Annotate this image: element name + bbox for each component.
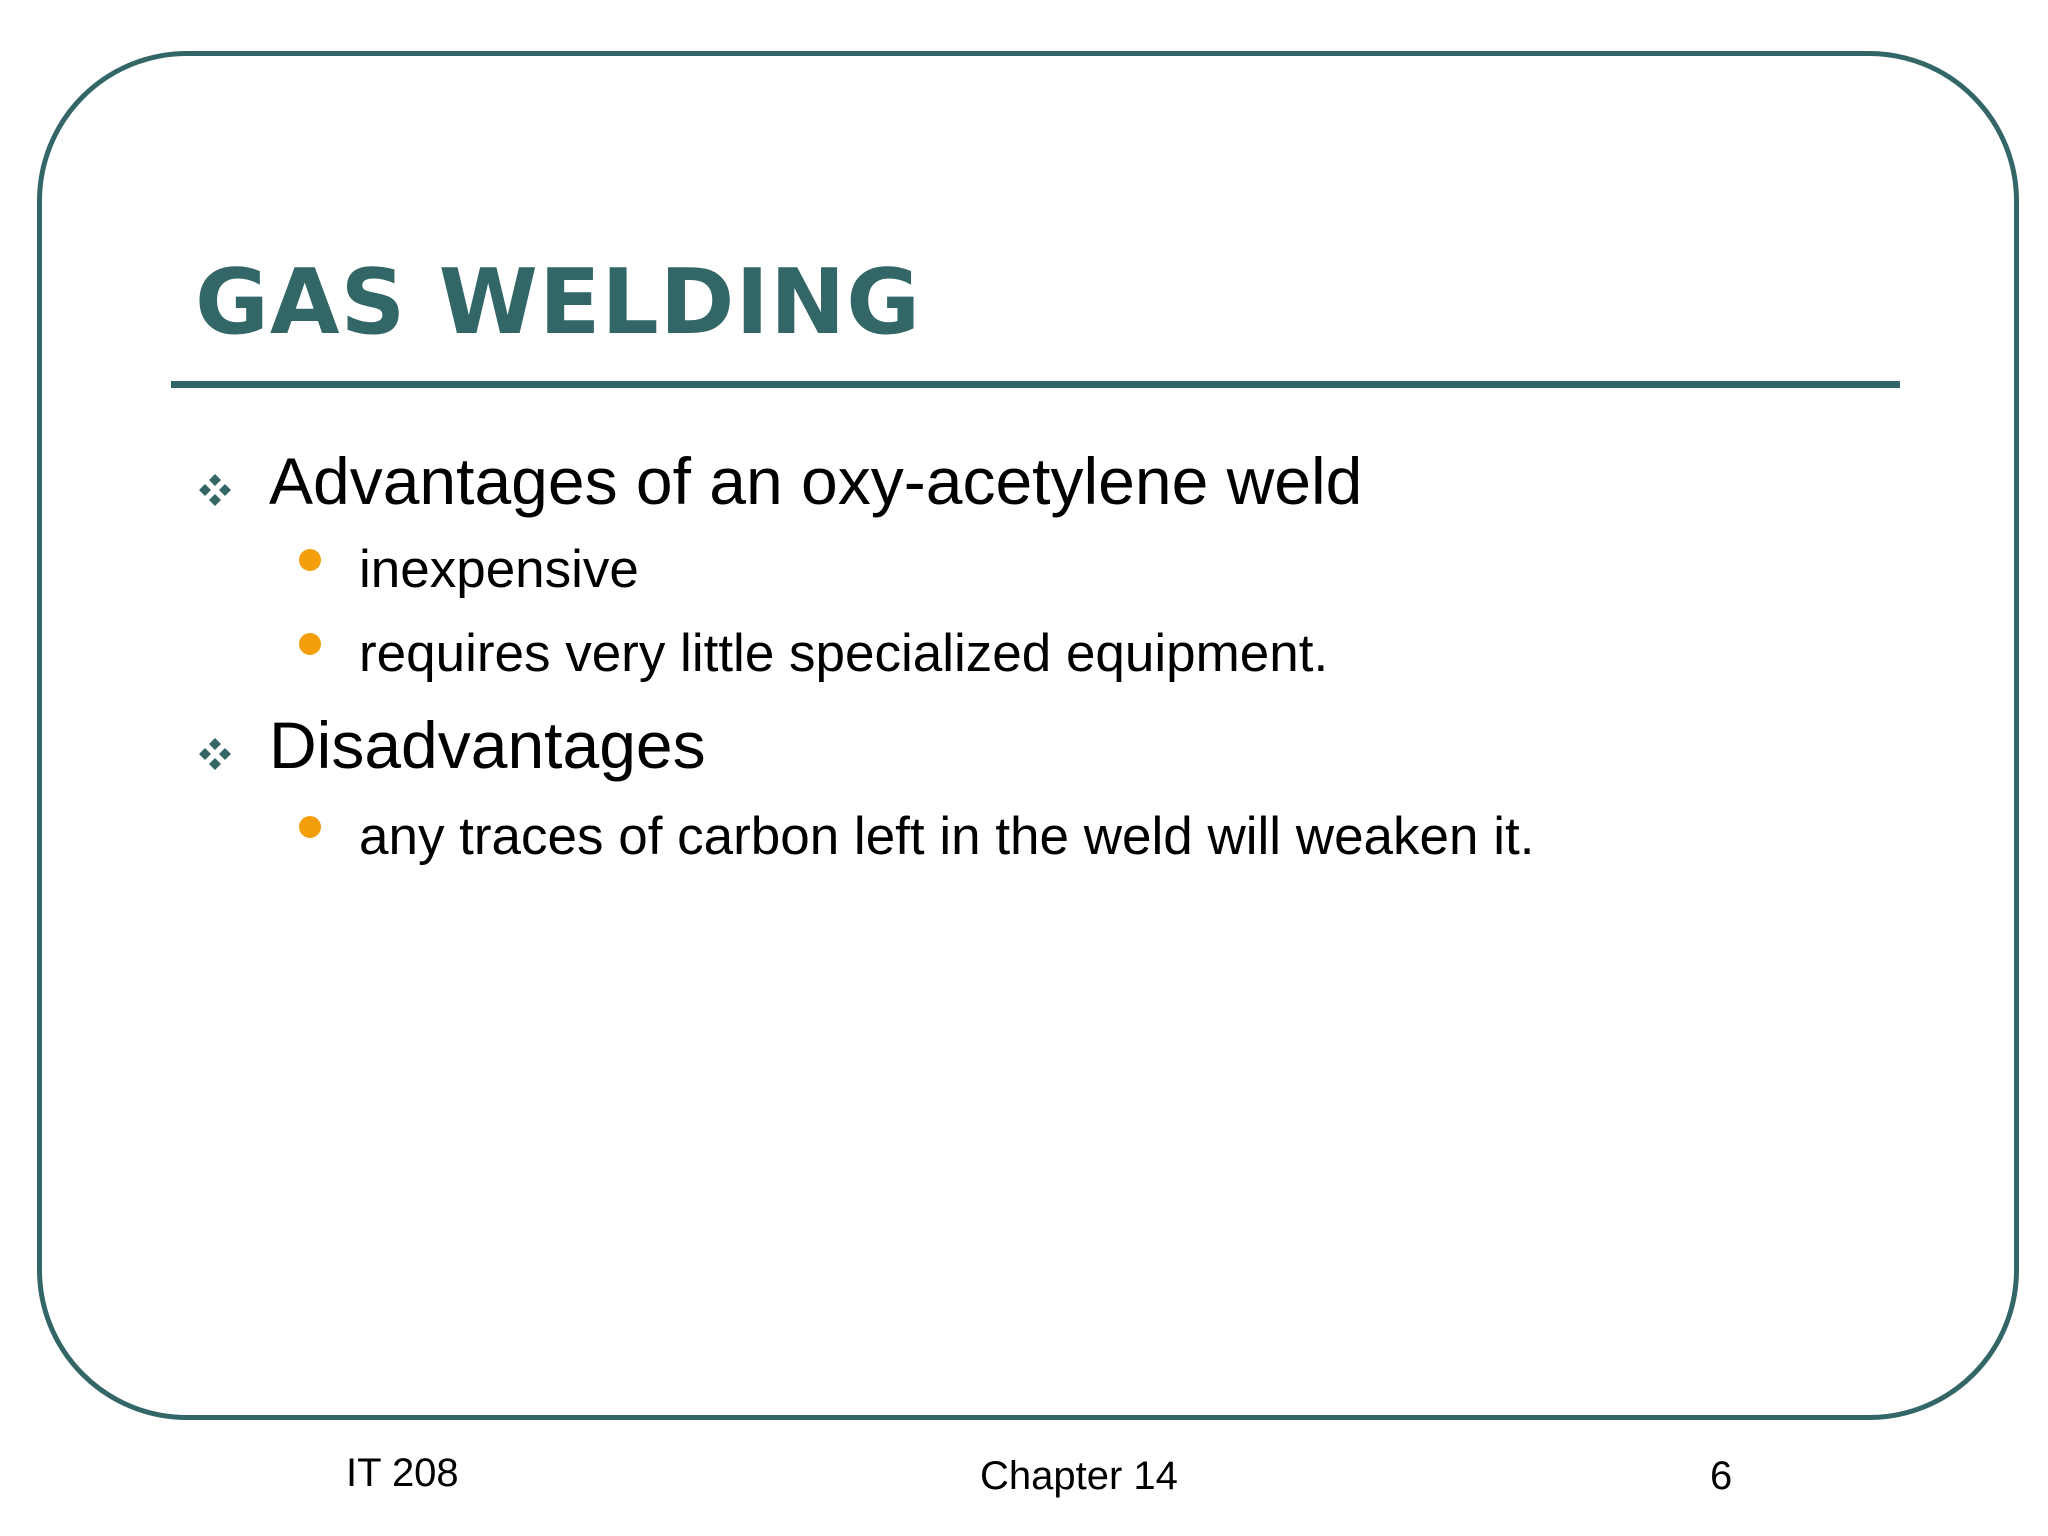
orange-dot-bullet-icon bbox=[299, 549, 321, 571]
bullet-disadvantages: Disadvantages bbox=[269, 708, 706, 782]
sub-bullet-equipment: requires very little specialized equipment. bbox=[359, 624, 1329, 683]
diamond-bullet-icon bbox=[197, 472, 233, 508]
bullet-advantages: Advantages of an oxy-acetylene weld bbox=[269, 444, 1363, 518]
footer-course: IT 208 bbox=[346, 1451, 459, 1495]
diamond-bullet-icon bbox=[197, 736, 233, 772]
sub-bullet-inexpensive: inexpensive bbox=[359, 540, 639, 599]
slide-title: GAS WELDING bbox=[195, 250, 922, 355]
footer-chapter: Chapter 14 bbox=[980, 1454, 1178, 1498]
footer-page-number: 6 bbox=[1710, 1454, 1733, 1498]
orange-dot-bullet-icon bbox=[299, 816, 321, 838]
sub-bullet-carbon: any traces of carbon left in the weld will weaken it. bbox=[359, 807, 1535, 866]
orange-dot-bullet-icon bbox=[299, 633, 321, 655]
